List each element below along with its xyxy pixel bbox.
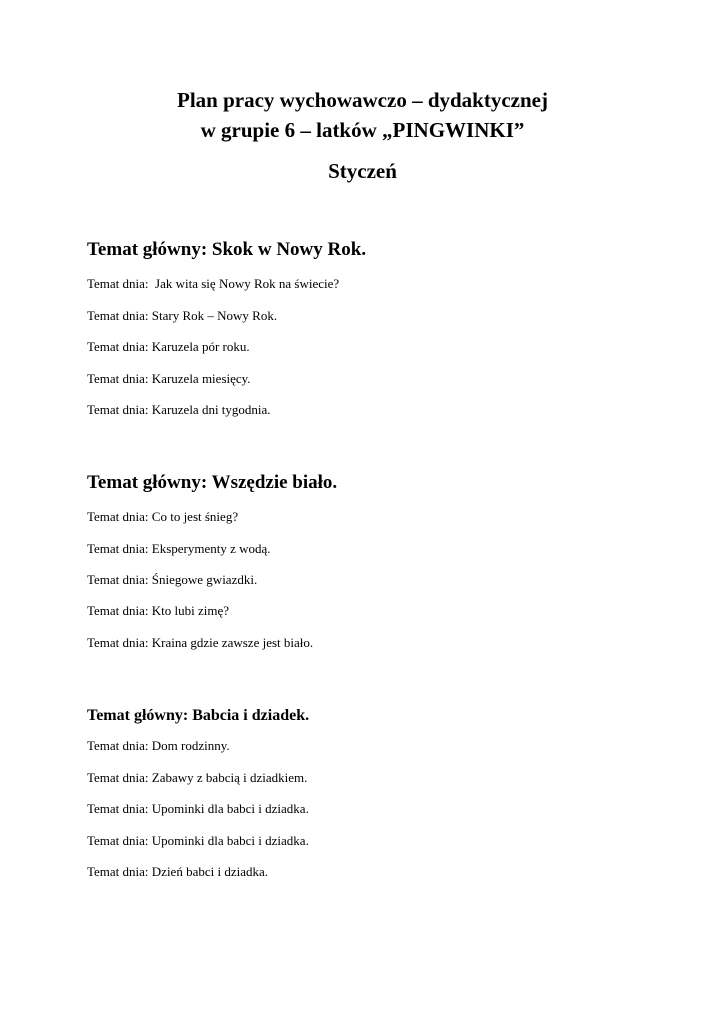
day-topic: Temat dnia: Stary Rok – Nowy Rok.	[87, 308, 278, 323]
day-topic: Temat dnia: Zabawy z babcią i dziadkiem.	[87, 770, 308, 785]
day-topic: Temat dnia: Dzień babci i dziadka.	[87, 864, 269, 879]
day-topic: Temat dnia: Eksperymenty z wodą.	[87, 541, 271, 556]
day-topic: Temat dnia: Kraina gdzie zawsze jest biało.	[87, 635, 314, 650]
day-topic: Temat dnia: Śniegowe gwiazdki.	[87, 572, 258, 587]
document-title-line-1: Plan pracy wychowawczo – dydaktycznej	[177, 88, 548, 112]
day-topic: Temat dnia: Jak wita się Nowy Rok na świecie?	[87, 276, 340, 291]
day-topic: Temat dnia: Karuzela miesięcy.	[87, 371, 251, 386]
day-topic: Temat dnia: Co to jest śnieg?	[87, 509, 239, 524]
day-topic: Temat dnia: Karuzela pór roku.	[87, 339, 250, 354]
document-title-line-2: w grupie 6 – latków „PINGWINKI”	[200, 118, 525, 142]
section-heading: Temat główny: Wszędzie biało.	[87, 472, 338, 493]
day-topic: Temat dnia: Karuzela dni tygodnia.	[87, 402, 271, 417]
section-heading: Temat główny: Babcia i dziadek.	[87, 707, 310, 724]
day-topic: Temat dnia: Upominki dla babci i dziadka.	[87, 801, 309, 816]
section-heading: Temat główny: Skok w Nowy Rok.	[87, 239, 367, 260]
month-heading: Styczeń	[328, 159, 397, 183]
day-topic: Temat dnia: Dom rodzinny.	[87, 738, 230, 753]
day-topic: Temat dnia: Upominki dla babci i dziadka.	[87, 833, 309, 848]
day-topic: Temat dnia: Kto lubi zimę?	[87, 603, 230, 618]
